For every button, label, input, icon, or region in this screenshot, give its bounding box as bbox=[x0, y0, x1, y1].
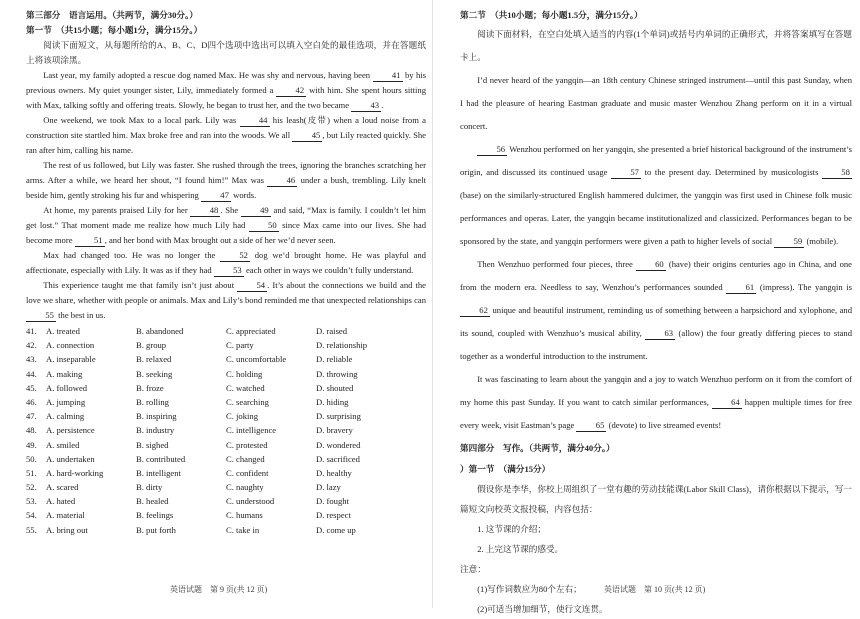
option-row: 49. A. smiled B. sighed C. protested D. wondered bbox=[26, 438, 426, 452]
option-c[interactable]: C. changed bbox=[226, 453, 265, 464]
option-c[interactable]: C. protested bbox=[226, 439, 268, 450]
part3-title: 第三部分 语言运用。（共两节，满分30分。） bbox=[26, 10, 198, 20]
option-a[interactable]: A. hard-working bbox=[46, 467, 104, 478]
section1-instruction: 阅读下面短文，从每题所给的A、B、C、D四个选项中选出可以填入空白处的最佳选项，并在答题纸上将该项涂黑。 bbox=[26, 40, 426, 65]
blank-46: 46 bbox=[267, 175, 297, 187]
option-row: 54. A. material B. feelings C. humans D. respect bbox=[26, 508, 426, 522]
option-row: 46. A. jumping B. rolling C. searching D. hiding bbox=[26, 395, 426, 409]
blank-59: 59 bbox=[774, 236, 804, 248]
option-b[interactable]: B. relaxed bbox=[136, 354, 172, 365]
option-a[interactable]: A. smiled bbox=[46, 439, 80, 450]
option-c[interactable]: C. humans bbox=[226, 510, 263, 521]
option-a[interactable]: A. making bbox=[46, 368, 83, 379]
blank-64: 64 bbox=[712, 397, 742, 409]
option-row: 47. A. calming B. inspiring C. joking D. surprising bbox=[26, 409, 426, 423]
option-a[interactable]: A. treated bbox=[46, 326, 80, 336]
option-d[interactable]: D. raised bbox=[316, 326, 348, 336]
option-d[interactable]: D. fought bbox=[316, 496, 349, 507]
option-d[interactable]: D. lazy bbox=[316, 482, 341, 493]
blank-53: 53 bbox=[214, 265, 244, 277]
writing-section1-title: ）第一节 （满分15分） bbox=[460, 464, 551, 474]
option-d[interactable]: D. healthy bbox=[316, 467, 352, 478]
blank-56: 56 bbox=[477, 144, 507, 156]
article-paragraph-1: I’d never heard of the yangqin—an 18th century Chinese stringed instrument—until this past Sunday, when I had the pleasure of hearing Eastman graduate and music master Wenzhou Zhang perform on it in a virtual concert. bbox=[460, 75, 852, 131]
right-page-footer: 英语试题 第 10 页(共 12 页) bbox=[604, 585, 706, 594]
option-d[interactable]: D. reliable bbox=[316, 354, 353, 365]
passage-paragraph-1: Last year, my family adopted a rescue dog named Max. He was shy and nervous, having been 41 by his previous owners. My quiet younger sister, Lily, immediately formed a 42 with him. She spent hours sitting with Max, talking softly and offering treats. Slowly, he began to trust her, and the two became 43 . bbox=[26, 70, 426, 110]
writing-point-2: 2. 上完这节课的感受。 bbox=[477, 544, 564, 554]
option-a[interactable]: A. hated bbox=[46, 496, 76, 507]
option-b[interactable]: B. sighed bbox=[136, 439, 169, 450]
blank-48: 48 bbox=[190, 205, 220, 217]
option-c[interactable]: C. uncomfortable bbox=[226, 354, 287, 365]
blank-55: 55 bbox=[26, 310, 56, 322]
blank-44: 44 bbox=[240, 115, 270, 127]
option-a[interactable]: A. persistence bbox=[46, 425, 95, 436]
section2-title: 第二节 （共10小题；每小题1.5分，满分15分。） bbox=[460, 10, 643, 20]
option-row: 50. A. undertaken B. contributed C. changed D. sacrificed bbox=[26, 452, 426, 466]
option-c[interactable]: C. appreciated bbox=[226, 326, 276, 336]
option-c[interactable]: C. party bbox=[226, 340, 254, 351]
option-a[interactable]: A. undertaken bbox=[46, 453, 95, 464]
option-row: 44. A. making B. seeking C. holding D. throwing bbox=[26, 367, 426, 381]
option-b[interactable]: B. froze bbox=[136, 382, 164, 393]
blank-65: 65 bbox=[576, 420, 606, 432]
option-b[interactable]: B. abandoned bbox=[136, 326, 184, 336]
option-d[interactable]: D. bravery bbox=[316, 425, 353, 436]
option-c[interactable]: C. understood bbox=[226, 496, 275, 507]
blank-42: 42 bbox=[276, 85, 306, 97]
option-b[interactable]: B. dirty bbox=[136, 482, 163, 493]
article-paragraph-4: It was fascinating to learn about the yangqin and a joy to watch Wenzhuo perform on it from the comfort of my home this past Sunday. If you want to catch similar performances, 64 happen multiple times for free every week, visit Eastman’s page 65 (devote) to live streamed events! bbox=[460, 374, 852, 430]
blank-62: 62 bbox=[460, 305, 490, 317]
blank-49: 49 bbox=[241, 205, 271, 217]
article-paragraph-3: Then Wenzhuo performed four pieces, three 60 (have) their origins centuries ago in China, and one from the modern era. Needless to say, Wenzhou’s performances sounded 61 (impress). The yangqin is 62 unique and beautiful instrument, reminding us of something between a harpsichord and xylophone, and its sound, coupled with Wenzhuo’s musical ability, 63 (allow) the four greatly differing pieces to stand together as a wonderful introduction to the instrument. bbox=[460, 259, 852, 361]
article-paragraph-2: 56 Wenzhou performed on her yangqin, she presented a brief historical background of the instrument’s origin, and discussed its continued usage 57 to the present day. Determined by musicologists 58 (base) on the similarly-structured English hammered dulcimer, the yangqin was first used in Chinese folk music performances and operas. Later, the yangqin became institutionalized and classicized. Performances began to be sponsored by the state, and yangqin performers were given a path to higher levels of social 59 (mobile). bbox=[460, 144, 852, 246]
section2-instruction: 阅读下面材料，在空白处填入适当的内容(1个单词)或括号内单词的正确形式，并将答案填写在答题卡上。 bbox=[460, 29, 852, 62]
passage-paragraph-2: One weekend, we took Max to a local park. Lily was 44 his leash(皮带) when a loud noise from a construction site startled him. Max broke free and ran into the woods. We all 45 , but Lily reacted quickly. She ran after him, calling his name. bbox=[26, 115, 426, 155]
notes-title: 注意： bbox=[460, 564, 486, 574]
note-1: (1)写作词数应为80个左右； bbox=[477, 584, 582, 594]
option-b[interactable]: B. seeking bbox=[136, 368, 173, 379]
blank-51: 51 bbox=[75, 235, 105, 247]
option-c[interactable]: C. holding bbox=[226, 368, 263, 379]
option-a[interactable]: A. scared bbox=[46, 482, 79, 493]
blank-57: 57 bbox=[611, 167, 641, 179]
option-b[interactable]: B. healed bbox=[136, 496, 169, 507]
option-c[interactable]: C. searching bbox=[226, 396, 269, 407]
passage-paragraph-4: At home, my parents praised Lily for her 48 . She 49 and said, “Max is family. I couldn’t let him get lost.” That moment made me realize how much Lily had 50 since Max came into our lives. She had become more 51 , and her bond with Max brought out a side of her we’d never seen. bbox=[26, 205, 426, 245]
blank-43: 43 bbox=[351, 100, 381, 112]
option-b[interactable]: B. industry bbox=[136, 425, 175, 436]
option-row: 42. A. connection B. group C. party D. relationship bbox=[26, 338, 426, 352]
option-c[interactable]: C. intelligence bbox=[226, 425, 277, 436]
option-b[interactable]: B. group bbox=[136, 340, 167, 351]
option-d[interactable]: D. relationship bbox=[316, 340, 368, 351]
option-d[interactable]: D. come up bbox=[316, 524, 356, 535]
option-row: 55. A. bring out B. put forth C. take in D. come up bbox=[26, 523, 426, 537]
writing-point-1: 1. 这节课的介绍； bbox=[477, 524, 546, 534]
writing-task: 假设你是李华，你校上周组织了一堂有趣的劳动技能课(Labor Skill Class)，请你根据以下提示，写一篇短文向校英文报投稿，内容包括： bbox=[460, 484, 852, 514]
blank-61: 61 bbox=[726, 282, 756, 294]
part4-title: 第四部分 写作。（共两节，满分40分。） bbox=[460, 443, 615, 453]
section1-title: 第一节 （共15小题；每小题1分，满分15分。） bbox=[26, 25, 203, 35]
option-d[interactable]: D. respect bbox=[316, 510, 351, 521]
blank-41: 41 bbox=[373, 70, 403, 82]
option-a[interactable]: A. calming bbox=[46, 411, 85, 422]
note-2: (2)可适当增加细节，使行文连贯。 bbox=[477, 604, 608, 614]
blank-63: 63 bbox=[645, 328, 675, 340]
option-a[interactable]: A. bring out bbox=[46, 524, 88, 535]
page-divider bbox=[432, 0, 433, 608]
option-b[interactable]: B. rolling bbox=[136, 396, 169, 407]
option-c[interactable]: C. take in bbox=[226, 524, 260, 535]
passage-paragraph-5: Max had changed too. He was no longer the 52 dog we’d brought home. He was playful and affectionate, especially with Lily. It was as if they had 53 each other in ways we couldn’t fully understand. bbox=[26, 250, 426, 275]
blank-45: 45 bbox=[292, 130, 322, 142]
option-d[interactable]: D. sacrificed bbox=[316, 453, 360, 464]
option-d[interactable]: D. wondered bbox=[316, 439, 361, 450]
passage-paragraph-3: The rest of us followed, but Lily was faster. She rushed through the trees, ignoring the branches scratching her arms. After a while, we heard her shout, “I found him!” Max was 46 under a bush, trembling. Lily knelt beside him, gently stroking his fur and whispering 47 words. bbox=[26, 160, 426, 200]
option-b[interactable]: B. contributed bbox=[136, 453, 186, 464]
option-b[interactable]: B. inspiring bbox=[136, 411, 177, 422]
option-row: 51. A. hard-working B. intelligent C. confident D. healthy bbox=[26, 466, 426, 480]
left-page-footer: 英语试题 第 9 页(共 12 页) bbox=[170, 585, 268, 594]
option-c[interactable]: C. watched bbox=[226, 382, 265, 393]
option-a[interactable]: A. material bbox=[46, 510, 85, 521]
option-d[interactable]: D. throwing bbox=[316, 368, 358, 379]
left-page bbox=[26, 8, 426, 537]
option-a[interactable]: A. connection bbox=[46, 340, 95, 351]
option-c[interactable]: C. naughty bbox=[226, 482, 264, 493]
option-row: 41. A. treated B. abandoned C. appreciated D. raised bbox=[26, 324, 426, 338]
option-row: 53. A. hated B. healed C. understood D. fought bbox=[26, 494, 426, 508]
option-a[interactable]: A. jumping bbox=[46, 396, 86, 407]
option-c[interactable]: C. joking bbox=[226, 411, 258, 422]
option-a[interactable]: A. inseparable bbox=[46, 354, 96, 365]
blank-52: 52 bbox=[220, 250, 250, 262]
option-d[interactable]: D. surprising bbox=[316, 411, 361, 422]
blank-60: 60 bbox=[636, 259, 666, 271]
option-row: 43. A. inseparable B. relaxed C. uncomfortable D. reliable bbox=[26, 352, 426, 366]
option-b[interactable]: B. feelings bbox=[136, 510, 174, 521]
option-b[interactable]: B. put forth bbox=[136, 524, 176, 535]
option-d[interactable]: D. hiding bbox=[316, 396, 349, 407]
right-page bbox=[460, 8, 852, 619]
option-row: 52. A. scared B. dirty C. naughty D. lazy bbox=[26, 480, 426, 494]
option-a[interactable]: A. followed bbox=[46, 382, 88, 393]
blank-50: 50 bbox=[249, 220, 279, 232]
option-d[interactable]: D. shouted bbox=[316, 382, 354, 393]
blank-54: 54 bbox=[237, 280, 267, 292]
option-c[interactable]: C. confident bbox=[226, 467, 269, 478]
options-table bbox=[26, 324, 426, 537]
option-row: 48. A. persistence B. industry C. intelligence D. bravery bbox=[26, 423, 426, 437]
blank-58: 58 bbox=[822, 167, 852, 179]
passage-paragraph-6: This experience taught me that family isn’t just about 54 . It’s about the connections we build and the love we share, whether with people or animals. Max and Lily’s bond reminded me that unexpected relationships can 55 the best in us. bbox=[26, 280, 426, 320]
option-row: 45. A. followed B. froze C. watched D. shouted bbox=[26, 381, 426, 395]
blank-47: 47 bbox=[201, 190, 231, 202]
option-b[interactable]: B. intelligent bbox=[136, 467, 181, 478]
